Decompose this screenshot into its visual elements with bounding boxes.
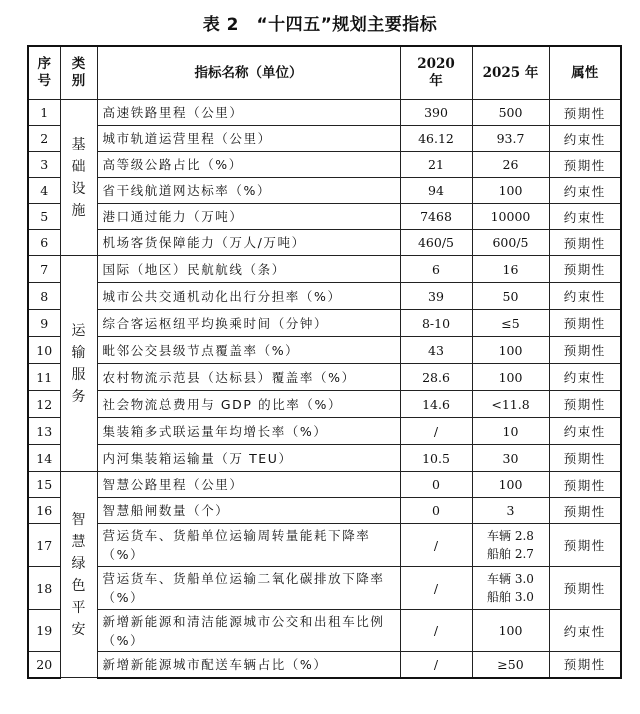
value-2025-line: 船舶 3.0: [487, 590, 534, 604]
value-2025: 100: [472, 337, 549, 364]
value-2025: 10000: [472, 204, 549, 230]
value-2025: 3: [472, 498, 549, 524]
value-2020: 10.5: [400, 445, 472, 472]
value-2025: 100: [472, 610, 549, 652]
header-row: [28, 46, 621, 100]
value-2025: ≥50: [472, 652, 549, 678]
indicator-name: 智慧船闸数量（个）: [97, 498, 400, 524]
value-2025: 100: [472, 364, 549, 391]
category-label: 运输服务: [71, 322, 86, 405]
value-2025: 10: [472, 418, 549, 445]
value-2025: 26: [472, 152, 549, 178]
row-number: 16: [28, 498, 60, 524]
value-2020: 0: [400, 472, 472, 498]
value-2020: 46.12: [400, 126, 472, 152]
table-row: [28, 310, 621, 337]
table-row: [28, 204, 621, 230]
attribute-cell: 预期性: [549, 337, 621, 364]
indicator-name: 国际（地区）民航航线（条）: [97, 256, 400, 283]
indicator-name: 新增新能源和清洁能源城市公交和出租车比例（%）: [97, 610, 400, 652]
attribute-cell: 预期性: [549, 100, 621, 126]
value-2020: 460/5: [400, 230, 472, 256]
table-row: [28, 610, 621, 652]
table-row: [28, 652, 621, 678]
row-number: 18: [28, 567, 60, 610]
category-cell: [60, 472, 97, 678]
value-2020: 0: [400, 498, 472, 524]
attribute-cell: 约束性: [549, 178, 621, 204]
value-2020: 8-10: [400, 310, 472, 337]
category-label: 基础设施: [71, 136, 86, 219]
table-row: [28, 152, 621, 178]
table-row: [28, 567, 621, 610]
row-number: 7: [28, 256, 60, 283]
row-number: 12: [28, 391, 60, 418]
attribute-cell: 约束性: [549, 418, 621, 445]
indicator-name: 省干线航道网达标率（%）: [97, 178, 400, 204]
row-number: 17: [28, 524, 60, 567]
row-number: 9: [28, 310, 60, 337]
indicator-name: 营运货车、货船单位运输周转量能耗下降率（%）: [97, 524, 400, 567]
table-row: [28, 337, 621, 364]
indicator-table: [27, 45, 622, 679]
indicator-name: 农村物流示范县（达标县）覆盖率（%）: [97, 364, 400, 391]
table-title: 表 2 “十四五”规划主要指标: [202, 15, 438, 35]
row-number: 15: [28, 472, 60, 498]
value-2025: 600/5: [472, 230, 549, 256]
header-seq: 序 号: [28, 46, 60, 100]
indicator-name: 城市公共交通机动化出行分担率（%）: [97, 283, 400, 310]
attribute-cell: 约束性: [549, 610, 621, 652]
row-number: 10: [28, 337, 60, 364]
value-2020: 28.6: [400, 364, 472, 391]
value-2025: <11.8: [472, 391, 549, 418]
value-2020: 14.6: [400, 391, 472, 418]
attribute-cell: 预期性: [549, 391, 621, 418]
value-2020: 6: [400, 256, 472, 283]
indicator-name: 城市轨道运营里程（公里）: [97, 126, 400, 152]
row-number: 2: [28, 126, 60, 152]
header-attribute: 属性: [549, 46, 621, 100]
table-row: [28, 364, 621, 391]
row-number: 4: [28, 178, 60, 204]
table-body: [28, 100, 621, 678]
value-2025: [472, 567, 549, 610]
value-2020: /: [400, 524, 472, 567]
attribute-cell: 约束性: [549, 283, 621, 310]
indicator-name: 智慧公路里程（公里）: [97, 472, 400, 498]
value-2025: 100: [472, 178, 549, 204]
table-row: [28, 472, 621, 498]
indicator-name: 内河集装箱运输量（万 TEU）: [97, 445, 400, 472]
value-2020: 94: [400, 178, 472, 204]
row-number: 11: [28, 364, 60, 391]
indicator-name: 高速铁路里程（公里）: [97, 100, 400, 126]
attribute-cell: 约束性: [549, 126, 621, 152]
value-2020: /: [400, 418, 472, 445]
table-row: [28, 445, 621, 472]
attribute-cell: 约束性: [549, 364, 621, 391]
header-name: 指标名称（单位）: [97, 46, 400, 100]
value-2025: 30: [472, 445, 549, 472]
value-2025: 500: [472, 100, 549, 126]
table-row: [28, 418, 621, 445]
value-2025: 16: [472, 256, 549, 283]
value-2020: /: [400, 610, 472, 652]
value-2025-line: 车辆 2.8: [487, 529, 534, 543]
row-number: 8: [28, 283, 60, 310]
row-number: 13: [28, 418, 60, 445]
table-row: [28, 230, 621, 256]
header-category: 类 别: [60, 46, 97, 100]
table-row: [28, 256, 621, 283]
category-cell: [60, 256, 97, 472]
attribute-cell: 预期性: [549, 256, 621, 283]
header-2020: 2020 年: [400, 46, 472, 100]
table-row: [28, 283, 621, 310]
indicator-name: 社会物流总费用与 GDP 的比率（%）: [97, 391, 400, 418]
indicator-name: 集装箱多式联运量年均增长率（%）: [97, 418, 400, 445]
table-row: [28, 178, 621, 204]
row-number: 3: [28, 152, 60, 178]
value-2025: 100: [472, 472, 549, 498]
attribute-cell: 预期性: [549, 445, 621, 472]
value-2025: [472, 524, 549, 567]
value-2020: 7468: [400, 204, 472, 230]
value-2025-line: 船舶 2.7: [487, 547, 534, 561]
indicator-name: 新增新能源城市配送车辆占比（%）: [97, 652, 400, 678]
indicator-name: 机场客货保障能力（万人/万吨）: [97, 230, 400, 256]
indicator-name: 毗邻公交县级节点覆盖率（%）: [97, 337, 400, 364]
value-2020: 21: [400, 152, 472, 178]
category-label: 智慧绿色平安: [71, 511, 86, 638]
table-row: [28, 524, 621, 567]
indicator-name: 营运货车、货船单位运输二氧化碳排放下降率（%）: [97, 567, 400, 610]
row-number: 6: [28, 230, 60, 256]
value-2025: 50: [472, 283, 549, 310]
row-number: 20: [28, 652, 60, 678]
row-number: 1: [28, 100, 60, 126]
attribute-cell: 预期性: [549, 310, 621, 337]
attribute-cell: 约束性: [549, 204, 621, 230]
attribute-cell: 预期性: [549, 152, 621, 178]
table-row: [28, 498, 621, 524]
indicator-name: 港口通过能力（万吨）: [97, 204, 400, 230]
attribute-cell: 预期性: [549, 472, 621, 498]
value-2020: 43: [400, 337, 472, 364]
attribute-cell: 预期性: [549, 567, 621, 610]
table-row: [28, 391, 621, 418]
attribute-cell: 预期性: [549, 230, 621, 256]
row-number: 19: [28, 610, 60, 652]
attribute-cell: 预期性: [549, 524, 621, 567]
row-number: 14: [28, 445, 60, 472]
attribute-cell: 预期性: [549, 498, 621, 524]
table-row: [28, 100, 621, 126]
row-number: 5: [28, 204, 60, 230]
attribute-cell: 预期性: [549, 652, 621, 678]
indicator-name: 高等级公路占比（%）: [97, 152, 400, 178]
value-2025: ≤5: [472, 310, 549, 337]
header-2025: 2025 年: [472, 46, 549, 100]
value-2020: 390: [400, 100, 472, 126]
table-row: [28, 126, 621, 152]
value-2025: 93.7: [472, 126, 549, 152]
value-2020: /: [400, 652, 472, 678]
indicator-name: 综合客运枢纽平均换乘时间（分钟）: [97, 310, 400, 337]
value-2020: /: [400, 567, 472, 610]
category-cell: [60, 100, 97, 256]
value-2020: 39: [400, 283, 472, 310]
value-2025-line: 车辆 3.0: [487, 572, 534, 586]
